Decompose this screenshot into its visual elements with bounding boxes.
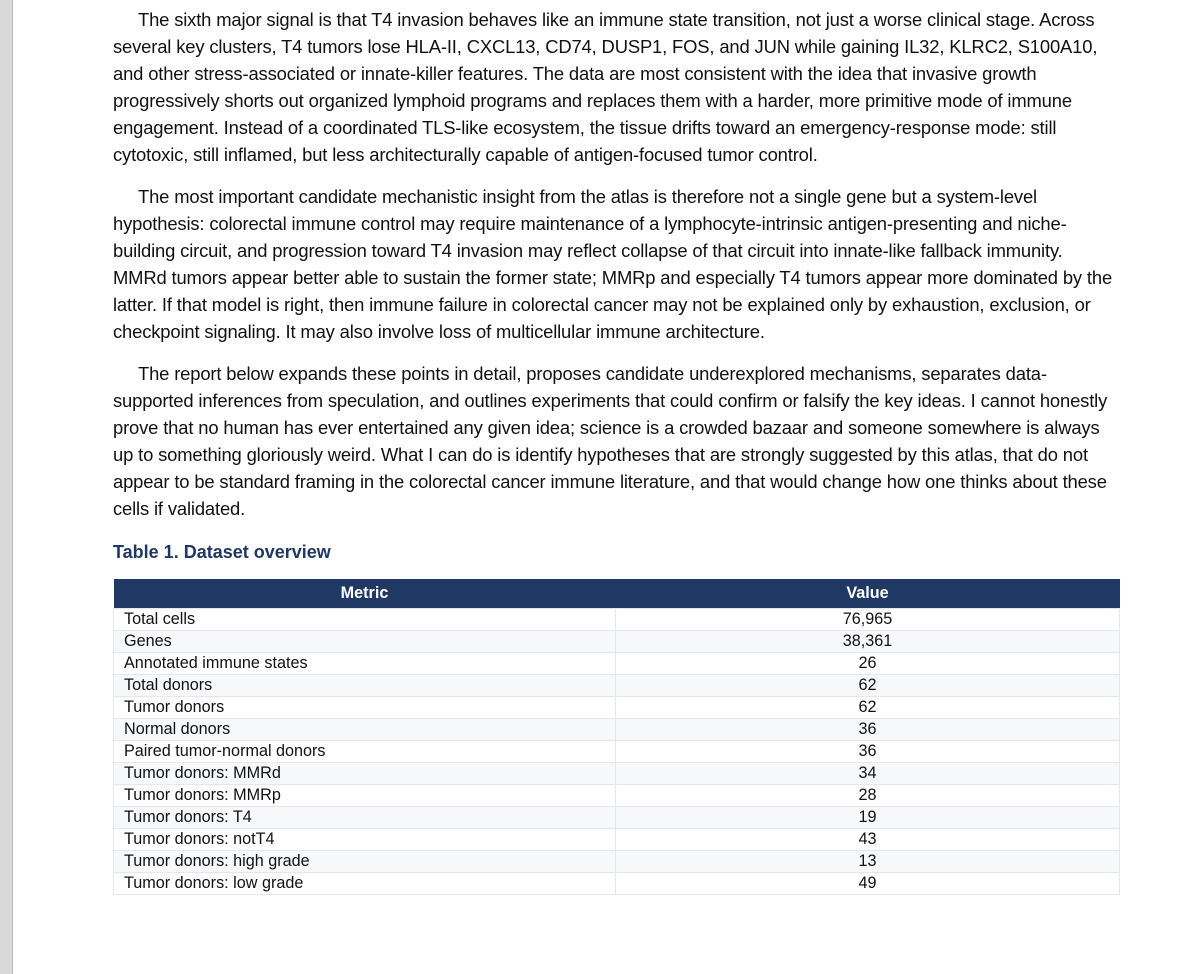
metric-cell: Annotated immune states xyxy=(114,653,616,675)
metric-cell: Tumor donors xyxy=(114,697,616,719)
value-cell: 36 xyxy=(616,719,1120,741)
metric-cell: Tumor donors: T4 xyxy=(114,807,616,829)
value-cell: 38,361 xyxy=(616,631,1120,653)
value-cell: 34 xyxy=(616,763,1120,785)
table-row xyxy=(114,807,1120,829)
document-page xyxy=(113,6,1119,895)
table-row xyxy=(114,697,1120,719)
table-row xyxy=(114,829,1120,851)
table-row xyxy=(114,719,1120,741)
column-header-metric: Metric xyxy=(114,579,616,609)
table-row xyxy=(114,609,1120,631)
body-paragraph-3: The report below expands these points in detail, proposes candidate underexplored mechanisms, separates data-supported inferences from speculation, and outlines experiments that could confirm or falsify the key ideas. I cannot honestly prove that no human has ever entertained any given idea; science is a crowded bazaar and someone somewhere is always up to something gloriously weird. What I can do is identify hypotheses that are strongly suggested by this atlas, that do not appear to be standard framing in the colorectal cancer immune literature, and that would change how one thinks about these cells if validated. xyxy=(113,363,1108,519)
value-cell: 28 xyxy=(616,785,1120,807)
column-header-value: Value xyxy=(616,579,1120,609)
dataset-overview-table xyxy=(113,579,1120,895)
table-row xyxy=(114,675,1120,697)
metric-cell: Tumor donors: MMRp xyxy=(114,785,616,807)
value-cell: 43 xyxy=(616,829,1120,851)
table-row xyxy=(114,631,1120,653)
value-cell: 62 xyxy=(616,697,1120,719)
metric-cell: Tumor donors: high grade xyxy=(114,851,616,873)
value-cell: 36 xyxy=(616,741,1120,763)
table-caption: Table 1. Dataset overview xyxy=(113,542,331,562)
table-row xyxy=(114,763,1120,785)
table-row xyxy=(114,785,1120,807)
body-paragraph-2: The most important candidate mechanistic insight from the atlas is therefore not a single gene but a system-level hypothesis: colorectal immune control may require maintenance of a lymphocyte-intrinsic antigen-presenting and niche-building circuit, and progression toward T4 invasion may reflect collapse of that circuit into innate-like fallback immunity. MMRd tumors appear better able to sustain the former state; MMRp and especially T4 tumors appear more dominated by the latter. If that model is right, then immune failure in colorectal cancer may not be explained only by exhaustion, exclusion, or checkpoint signaling. It may also involve loss of multicellular immune architecture. xyxy=(113,186,1113,342)
value-cell: 13 xyxy=(616,851,1120,873)
page-left-margin-bar xyxy=(0,0,13,974)
table-header-row xyxy=(114,579,1120,609)
value-cell: 62 xyxy=(616,675,1120,697)
table-row xyxy=(114,741,1120,763)
value-cell: 19 xyxy=(616,807,1120,829)
metric-cell: Normal donors xyxy=(114,719,616,741)
table-row xyxy=(114,653,1120,675)
metric-cell: Tumor donors: low grade xyxy=(114,873,616,895)
metric-cell: Tumor donors: MMRd xyxy=(114,763,616,785)
metric-cell: Genes xyxy=(114,631,616,653)
metric-cell: Total cells xyxy=(114,609,616,631)
value-cell: 76,965 xyxy=(616,609,1120,631)
metric-cell: Total donors xyxy=(114,675,616,697)
value-cell: 26 xyxy=(616,653,1120,675)
metric-cell: Tumor donors: notT4 xyxy=(114,829,616,851)
table-row xyxy=(114,851,1120,873)
metric-cell: Paired tumor-normal donors xyxy=(114,741,616,763)
body-paragraph-1: The sixth major signal is that T4 invasion behaves like an immune state transition, not just a worse clinical stage. Across several key clusters, T4 tumors lose HLA-II, CXCL13, CD74, DUSP1, FOS, and JUN while gaining IL32, KLRC2, S100A10, and other stress-associated or innate-killer features. The data are most consistent with the idea that invasive growth progressively shorts out organized lymphoid programs and replaces them with a harder, more primitive mode of immune engagement. Instead of a coordinated TLS-like ecosystem, the tissue drifts toward an emergency-response mode: still cytotoxic, still inflamed, but less architecturally capable of antigen-focused tumor control. xyxy=(113,9,1098,165)
table-row xyxy=(114,873,1120,895)
value-cell: 49 xyxy=(616,873,1120,895)
